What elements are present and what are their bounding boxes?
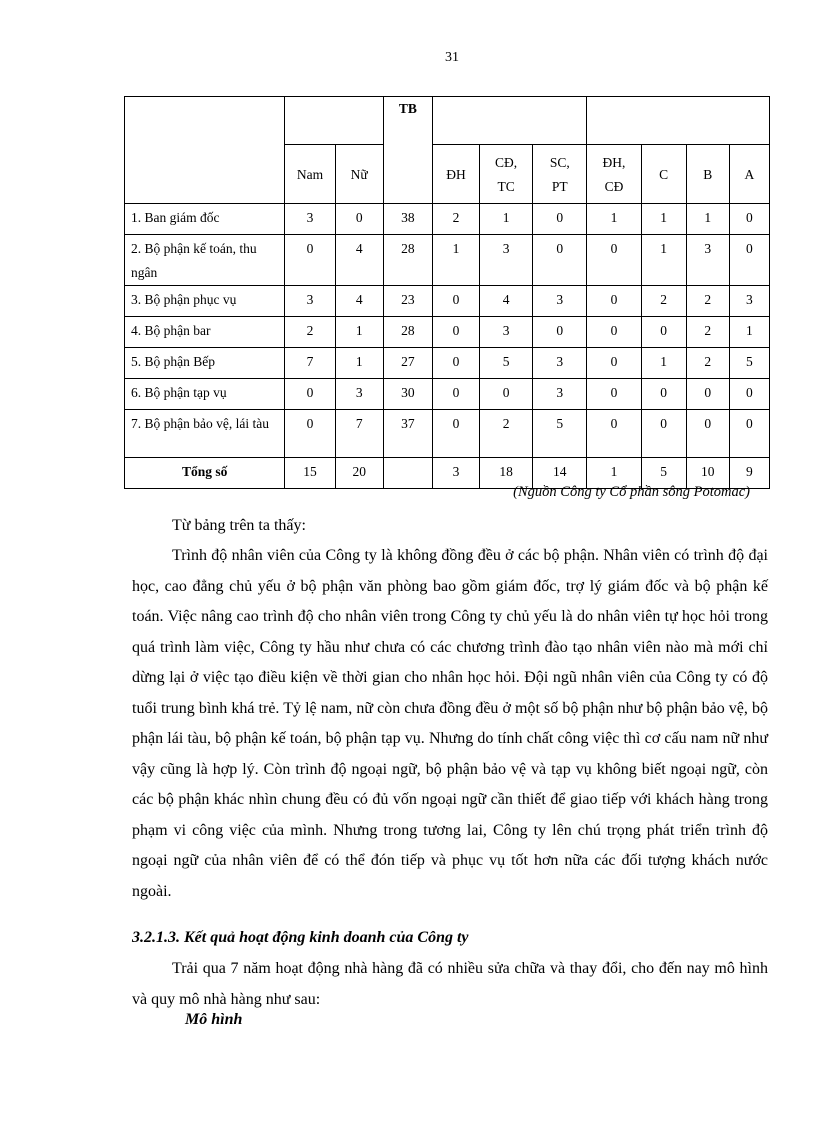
table-cell: 18 (480, 458, 533, 489)
table-cell: 0 (335, 204, 383, 235)
table-cell: 5 (641, 458, 686, 489)
intro-text: Từ bảng trên ta thấy: (172, 517, 306, 534)
table-row (125, 235, 770, 286)
table-cell: 23 (383, 286, 432, 317)
header-blank-cell (125, 97, 285, 204)
table-cell: 0 (587, 348, 641, 379)
table-cell: 1 (480, 204, 533, 235)
table-cell: 0 (729, 379, 769, 410)
row-label: 6. Bộ phận tạp vụ (125, 379, 285, 410)
table-cell: 10 (686, 458, 729, 489)
table-cell: 2 (285, 317, 335, 348)
table-cell: 2 (432, 204, 479, 235)
subheading-model: Mô hình (185, 1011, 243, 1028)
table-cell: 3 (729, 286, 769, 317)
header-gender-group (285, 97, 383, 145)
row-label: 7. Bộ phận bảo vệ, lái tàu (125, 410, 285, 458)
table-row (125, 410, 770, 458)
table-cell: 1 (641, 235, 686, 286)
table-cell: 4 (480, 286, 533, 317)
table-cell: 1 (335, 348, 383, 379)
header-dh: ĐH (432, 145, 479, 204)
table-cell: 30 (383, 379, 432, 410)
table-cell: 3 (285, 286, 335, 317)
header-row-top (125, 97, 770, 145)
table-cell: 0 (285, 379, 335, 410)
header-nu: Nữ (335, 145, 383, 204)
table-cell: 0 (587, 235, 641, 286)
table-cell: 2 (686, 286, 729, 317)
table-cell: 0 (686, 379, 729, 410)
table-cell: 9 (729, 458, 769, 489)
table-cell: 14 (533, 458, 587, 489)
header-tb: TB (383, 97, 432, 204)
table-cell: 0 (729, 235, 769, 286)
table-cell: 2 (686, 317, 729, 348)
table-cell: 28 (383, 317, 432, 348)
header-a: A (729, 145, 769, 204)
table-cell: 3 (533, 348, 587, 379)
table-cell: 3 (480, 317, 533, 348)
header-education-group (432, 97, 586, 145)
row-label: 1. Ban giám đốc (125, 204, 285, 235)
table-cell: 3 (686, 235, 729, 286)
table-cell: 0 (533, 204, 587, 235)
table-row (125, 379, 770, 410)
table-cell: 5 (533, 410, 587, 458)
table-cell: 3 (285, 204, 335, 235)
section-title: 3.2.1.3. Kết quả hoạt động kinh doanh của Công ty (132, 929, 469, 946)
table-cell: 2 (686, 348, 729, 379)
table-cell: 1 (729, 317, 769, 348)
table-cell: 2 (641, 286, 686, 317)
table-cell: 7 (335, 410, 383, 458)
table-cell: 0 (587, 379, 641, 410)
table-source-note: (Nguồn Công ty Cổ phần sông Potomac) (513, 484, 750, 500)
table-cell: 0 (432, 348, 479, 379)
table-cell: 0 (641, 317, 686, 348)
table-cell: 2 (480, 410, 533, 458)
header-c: C (641, 145, 686, 204)
table-cell: 0 (432, 286, 479, 317)
table-cell: 0 (587, 317, 641, 348)
header-cd-tc: CĐ, TC (480, 145, 533, 204)
table-cell: 4 (335, 235, 383, 286)
table-cell: 1 (641, 204, 686, 235)
table-cell: 0 (285, 235, 335, 286)
table-cell: 1 (587, 458, 641, 489)
page-number: 31 (445, 50, 459, 65)
table-cell: 0 (533, 317, 587, 348)
header-dh-cd: ĐH, CĐ (587, 145, 641, 204)
table-cell: 0 (432, 317, 479, 348)
paragraph-business-results: Trải qua 7 năm hoạt động nhà hàng đã có nhiều sửa chữa và thay đổi, cho đến nay mô hình và quy mô nhà hàng như sau: (132, 960, 768, 1008)
table-cell: 0 (432, 410, 479, 458)
table-cell: 4 (335, 286, 383, 317)
table-cell: 1 (641, 348, 686, 379)
table-row (125, 204, 770, 235)
header-b: B (686, 145, 729, 204)
table-cell: 5 (729, 348, 769, 379)
table-cell: 3 (480, 235, 533, 286)
table-cell: 0 (432, 379, 479, 410)
table-cell: 0 (587, 410, 641, 458)
row-label: 3. Bộ phận phục vụ (125, 286, 285, 317)
paragraph-staff-analysis: Trình độ nhân viên của Công ty là không đồng đều ở các bộ phận. Nhân viên có trình độ đại học, cao đẳng chủ yếu ở bộ phận văn phòng bao gồm giám đốc, trợ lý giám đốc và bộ phận kế toán. Việc nâng cao trình độ cho nhân viên trong Công ty chủ yếu là do nhân viên tự học hỏi trong quá trình làm việc, Công ty hầu như chưa có các chương trình đào tạo nhân viên nào mà mới chỉ dừng lại ở việc tạo điều kiện về thời gian cho nhân học hỏi. Đội ngũ nhân viên của Công ty có độ tuổi trung bình khá trẻ. Tỷ lệ nam, nữ còn chưa đồng đều ở một số bộ phận như bộ phận bảo vệ, bộ phận lái tàu, bộ phận kế toán, bộ phận tạp vụ. Nhưng do tính chất công việc thì cơ cấu nam nữ như vậy cũng là hợp lý. Còn trình độ ngoại ngữ, bộ phận bảo vệ và tạp vụ không biết ngoại ngữ, còn các bộ phận khác nhìn chung đều có đủ vốn ngoại ngữ cần thiết để giao tiếp với khách hàng trong phạm vi công việc của mình. Nhưng trong tương lai, Công ty lên chú trọng phát triển trình độ ngoại ngữ của nhân viên để có thể đón tiếp và phục vụ tốt hơn nữa các đối tượng khách nước ngoài. (132, 547, 768, 900)
table-cell: 38 (383, 204, 432, 235)
table-cell: 7 (285, 348, 335, 379)
table-cell: 0 (480, 379, 533, 410)
table-cell: 0 (587, 286, 641, 317)
header-language-group (587, 97, 770, 145)
table-row (125, 286, 770, 317)
table-cell: 5 (480, 348, 533, 379)
table-cell: 15 (285, 458, 335, 489)
table-cell: 0 (641, 410, 686, 458)
table-cell: 28 (383, 235, 432, 286)
table-cell: 1 (432, 235, 479, 286)
table-cell: 3 (533, 379, 587, 410)
table-cell: 27 (383, 348, 432, 379)
total-label: Tổng số (125, 458, 285, 489)
table-cell: 1 (686, 204, 729, 235)
header-nam: Nam (285, 145, 335, 204)
table-cell: 37 (383, 410, 432, 458)
row-label: 2. Bộ phận kế toán, thu ngân (125, 235, 285, 286)
table-cell: 3 (335, 379, 383, 410)
row-label: 5. Bộ phận Bếp (125, 348, 285, 379)
table-row (125, 317, 770, 348)
table-cell: 0 (285, 410, 335, 458)
table-cell: 0 (641, 379, 686, 410)
header-sc-pt: SC, PT (533, 145, 587, 204)
table-cell: 0 (533, 235, 587, 286)
table-row (125, 348, 770, 379)
table-cell: 1 (587, 204, 641, 235)
table-cell: 0 (686, 410, 729, 458)
table-cell: 20 (335, 458, 383, 489)
row-label: 4. Bộ phận bar (125, 317, 285, 348)
table-cell: 3 (432, 458, 479, 489)
table-cell: 0 (729, 204, 769, 235)
table-cell: 1 (335, 317, 383, 348)
table-cell: 0 (729, 410, 769, 458)
staff-table (124, 96, 770, 489)
table-cell: 3 (533, 286, 587, 317)
table-cell (383, 458, 432, 489)
